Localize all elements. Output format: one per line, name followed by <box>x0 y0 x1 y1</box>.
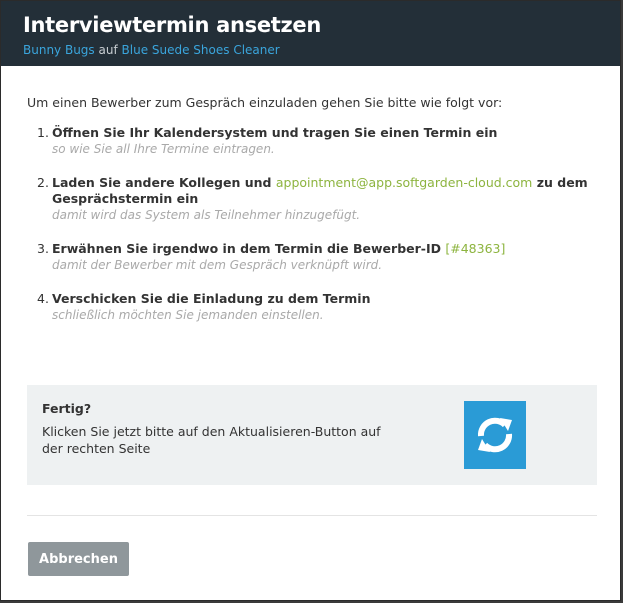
dialog-body <box>1 95 620 323</box>
footer-divider <box>27 515 597 516</box>
step-hint: so wie Sie all Ihre Termine eintragen. <box>52 142 275 156</box>
steps-list <box>27 125 594 323</box>
step-text-before: Erwähnen Sie irgendwo in dem Termin die Bewerber-ID <box>52 241 442 256</box>
step-3 <box>37 241 594 273</box>
cancel-button[interactable]: Abbrechen <box>28 542 129 576</box>
step-2 <box>37 175 594 223</box>
subtitle-connector: auf <box>98 43 118 57</box>
dialog-header <box>1 1 620 66</box>
step-number: 2. <box>37 175 49 190</box>
done-panel <box>27 385 597 485</box>
step-main-text: Öffnen Sie Ihr Kalendersystem und tragen Sie einen Termin ein <box>52 125 498 140</box>
step-body <box>52 241 594 273</box>
step-number: 1. <box>37 125 49 140</box>
job-link[interactable]: Blue Suede Shoes Cleaner <box>121 43 280 57</box>
appointment-email[interactable]: appointment@app.softgarden-cloud.com <box>275 175 533 190</box>
step-main-text <box>52 241 594 257</box>
step-4 <box>37 291 594 323</box>
step-hint: schließlich möchten Sie jemanden einstellen. <box>52 308 324 322</box>
intro-text: Um einen Bewerber zum Gespräch einzuladen gehen Sie bitte wie folgt vor: <box>27 95 503 110</box>
step-main-text <box>52 175 594 207</box>
step-body <box>52 175 594 223</box>
step-number: 3. <box>37 241 49 256</box>
step-hint: damit der Bewerber mit dem Gespräch verknüpft wird. <box>52 258 383 272</box>
candidate-id: [#48363] <box>445 241 506 256</box>
done-title: Fertig? <box>42 401 92 416</box>
step-number: 4. <box>37 291 49 306</box>
dialog-title: Interviewtermin ansetzen <box>23 13 322 37</box>
step-body <box>52 125 594 157</box>
step-1 <box>37 125 594 157</box>
refresh-button[interactable] <box>464 401 526 469</box>
dialog-subtitle <box>23 42 598 58</box>
step-text-after: zu dem Gesprächstermin ein <box>52 175 588 206</box>
step-hint: damit wird das System als Teilnehmer hinzugefügt. <box>52 208 361 222</box>
candidate-link[interactable]: Bunny Bugs <box>23 43 95 57</box>
refresh-icon <box>472 412 518 458</box>
step-main-text: Verschicken Sie die Einladung zu dem Termin <box>52 291 371 306</box>
step-text-before: Laden Sie andere Kollegen und <box>52 175 272 190</box>
step-body <box>52 291 594 323</box>
done-instructions: Klicken Sie jetzt bitte auf den Aktualisieren-Button auf der rechten Seite <box>42 424 381 456</box>
